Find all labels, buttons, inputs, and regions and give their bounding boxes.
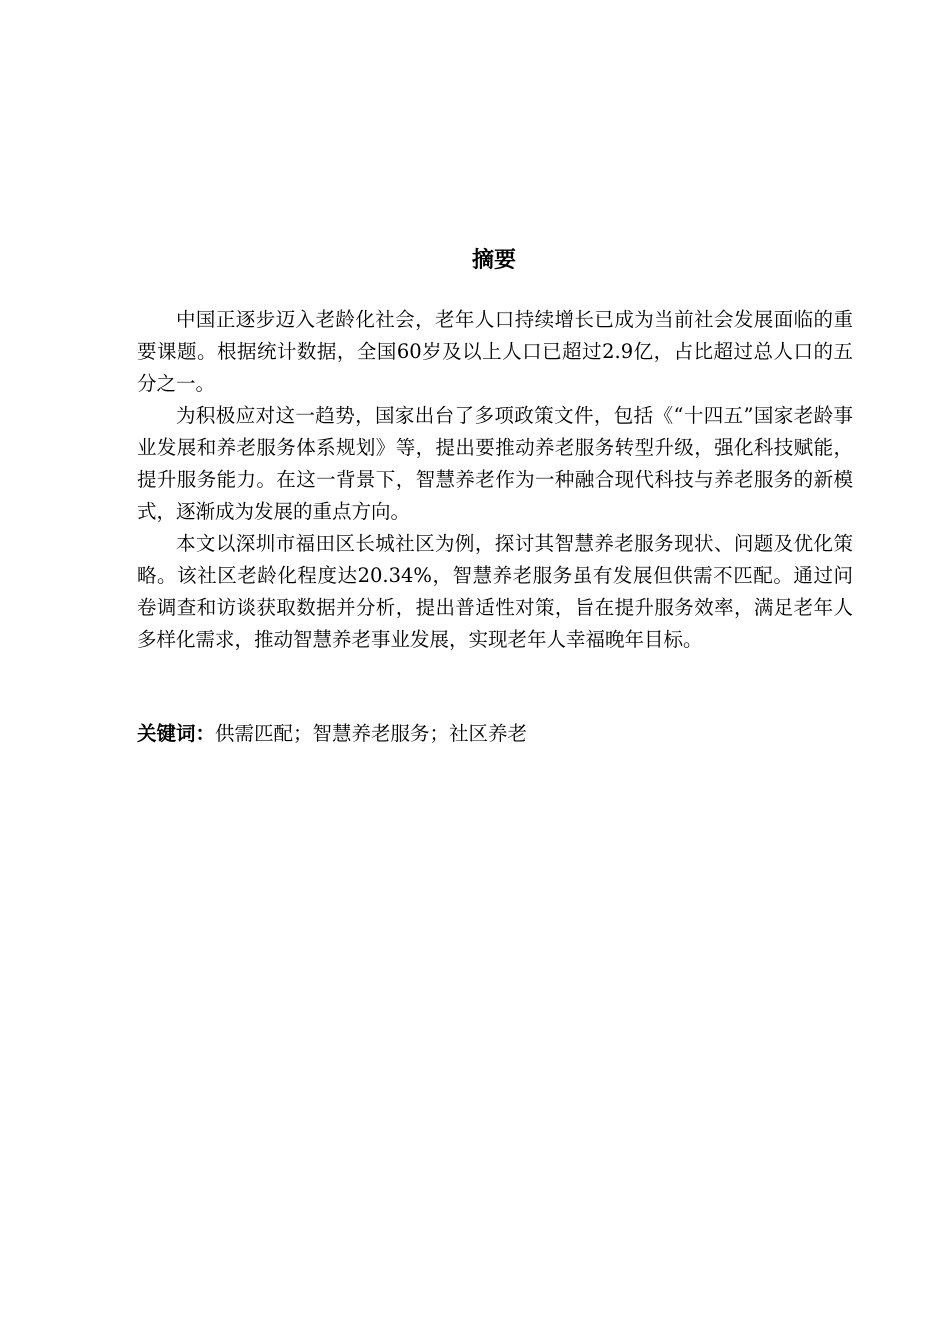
abstract-paragraph-2: 为积极应对这一趋势，国家出台了多项政策文件，包括《“十四五”国家老龄事业发展和养老服务体系规划》等，提出要推动养老服务转型升级，强化科技赋能，提升服务能力。在这一背景下，智慧养老作为一种融合现代科技与养老服务的新模式，逐渐成为发展的重点方向。 <box>137 404 853 523</box>
keywords-text: 供需匹配；智慧养老服务；社区养老 <box>215 722 528 745</box>
abstract-body <box>137 304 853 656</box>
abstract-paragraph-3: 本文以深圳市福田区长城社区为例，探讨其智慧养老服务现状、问题及优化策略。该社区老龄化程度达20.34%，智慧养老服务虽有发展但供需不匹配。通过问卷调查和访谈获取数据并分析，提出普适性对策，旨在提升服务效率，满足老年人多样化需求，推动智慧养老事业发展，实现老年人幸福晚年目标。 <box>137 532 853 651</box>
abstract-title: 摘要 <box>471 248 516 273</box>
keywords-label: 关键词： <box>137 722 216 745</box>
abstract-paragraph-1: 中国正逐步迈入老龄化社会，老年人口持续增长已成为当前社会发展面临的重要课题。根据统计数据，全国60岁及以上人口已超过2.9亿，占比超过总人口的五分之一。 <box>137 308 853 395</box>
keywords-line <box>137 718 853 750</box>
